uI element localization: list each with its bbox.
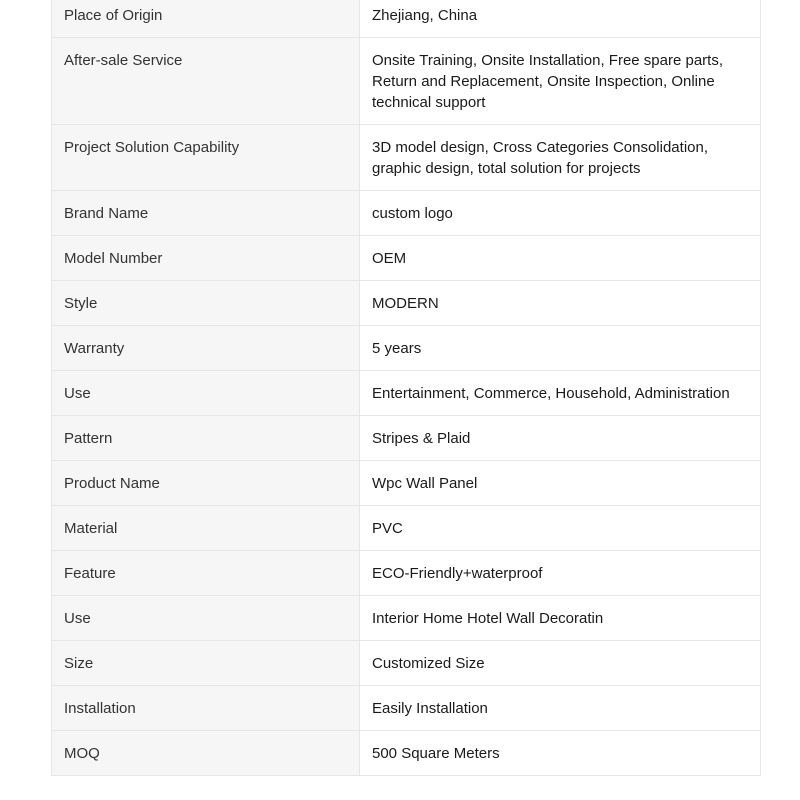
spec-row-brand-name — [52, 191, 761, 236]
spec-value: ECO-Friendly+waterproof — [360, 551, 761, 596]
spec-label: Product Name — [52, 461, 360, 506]
spec-row-pattern — [52, 416, 761, 461]
spec-label: Feature — [52, 551, 360, 596]
spec-value: custom logo — [360, 191, 761, 236]
spec-label: Size — [52, 641, 360, 686]
spec-value: Interior Home Hotel Wall Decoratin — [360, 596, 761, 641]
spec-row-use — [52, 371, 761, 416]
spec-value: MODERN — [360, 281, 761, 326]
spec-value: 3D model design, Cross Categories Consolidation, graphic design, total solution for projects — [360, 125, 761, 191]
spec-row-model-number — [52, 236, 761, 281]
spec-value: Easily Installation — [360, 686, 761, 731]
spec-label: Model Number — [52, 236, 360, 281]
spec-row-material — [52, 506, 761, 551]
spec-row-moq — [52, 731, 761, 776]
spec-row-warranty — [52, 326, 761, 371]
spec-row-installation — [52, 686, 761, 731]
spec-row-feature — [52, 551, 761, 596]
spec-label: Brand Name — [52, 191, 360, 236]
spec-value: 500 Square Meters — [360, 731, 761, 776]
spec-row-place-of-origin — [52, 0, 761, 38]
spec-row-style — [52, 281, 761, 326]
spec-row-project-solution-capability — [52, 125, 761, 191]
spec-label: Project Solution Capability — [52, 125, 360, 191]
spec-label: Style — [52, 281, 360, 326]
spec-value: Customized Size — [360, 641, 761, 686]
spec-label: Pattern — [52, 416, 360, 461]
spec-value: OEM — [360, 236, 761, 281]
spec-row-product-name — [52, 461, 761, 506]
spec-value: PVC — [360, 506, 761, 551]
spec-value: Zhejiang, China — [360, 0, 761, 38]
spec-value: Onsite Training, Onsite Installation, Free spare parts, Return and Replacement, Onsite Inspection, Online technical support — [360, 38, 761, 125]
spec-label: Place of Origin — [52, 0, 360, 38]
spec-row-size — [52, 641, 761, 686]
spec-row-after-sale-service — [52, 38, 761, 125]
product-specs-table — [51, 0, 761, 776]
spec-label: Warranty — [52, 326, 360, 371]
spec-label: After-sale Service — [52, 38, 360, 125]
spec-value: Stripes & Plaid — [360, 416, 761, 461]
spec-label: Use — [52, 596, 360, 641]
spec-label: Installation — [52, 686, 360, 731]
spec-label: Material — [52, 506, 360, 551]
spec-value: 5 years — [360, 326, 761, 371]
spec-value: Entertainment, Commerce, Household, Administration — [360, 371, 761, 416]
spec-row-use-2 — [52, 596, 761, 641]
spec-label: Use — [52, 371, 360, 416]
spec-value: Wpc Wall Panel — [360, 461, 761, 506]
spec-label: MOQ — [52, 731, 360, 776]
